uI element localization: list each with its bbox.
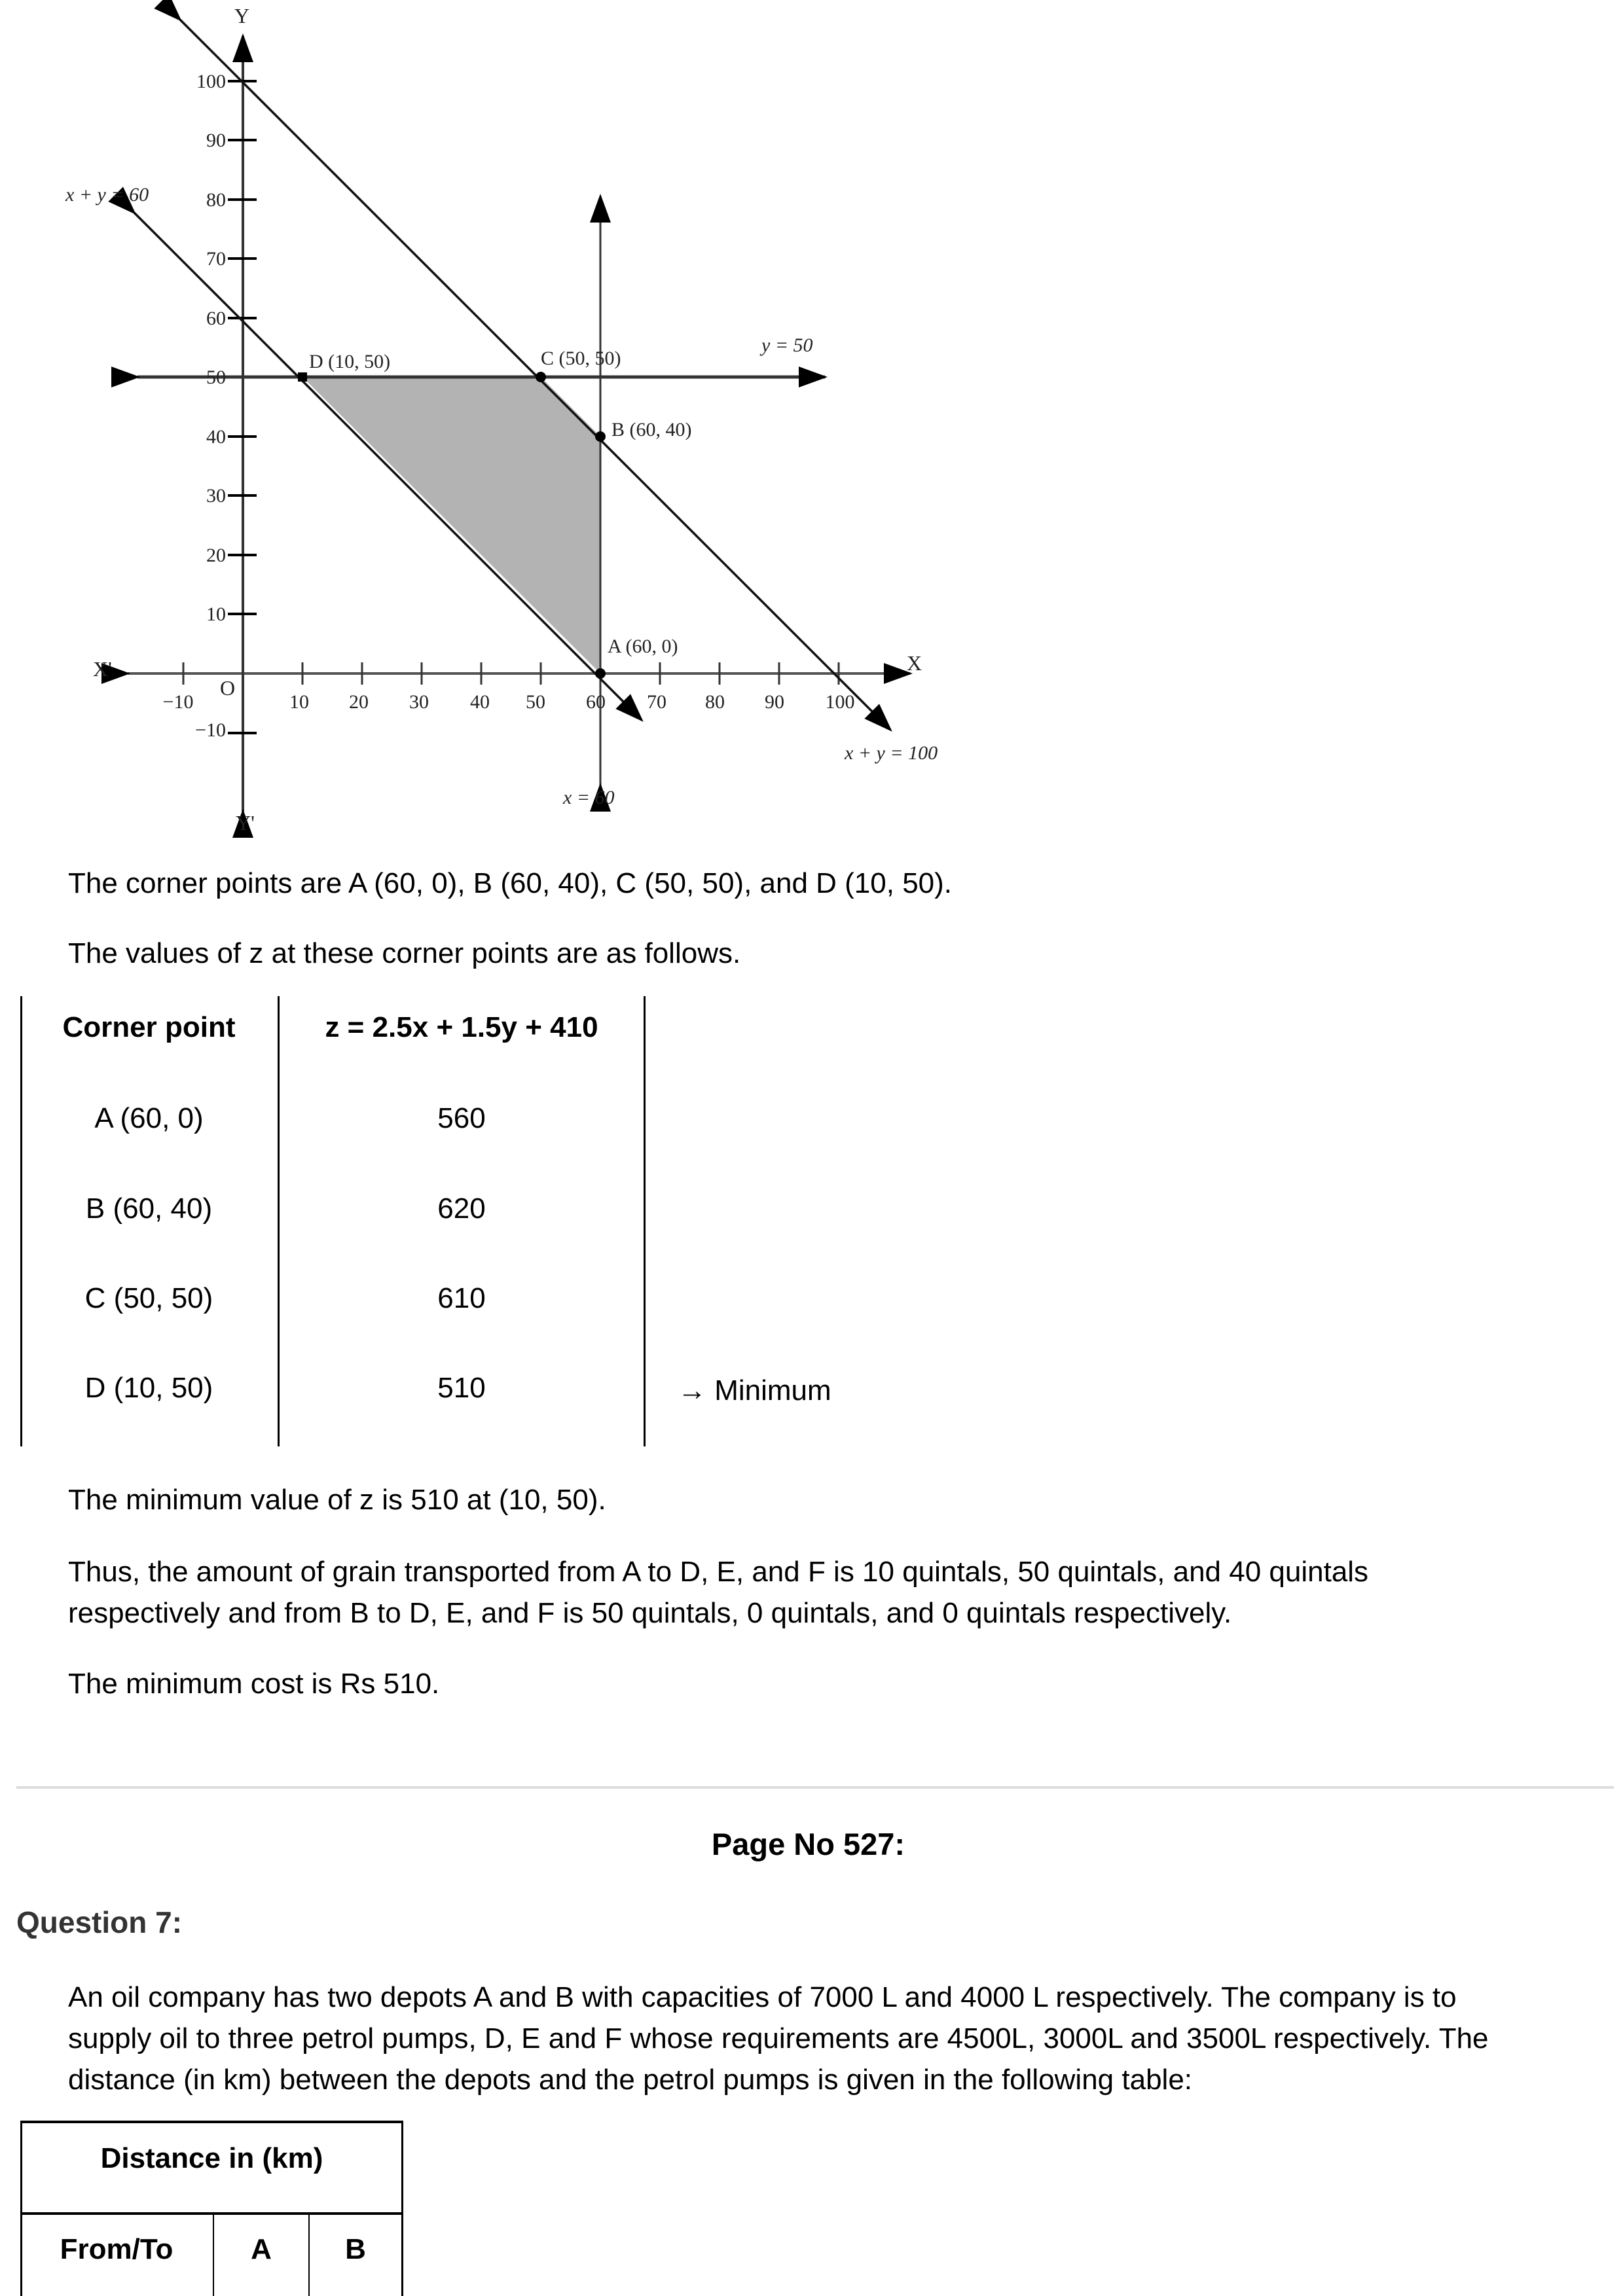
x-tick-label: 40 xyxy=(470,691,490,713)
minimum-value-text: The minimum value of z is 510 at (10, 50). xyxy=(68,1484,606,1516)
y-tick-label: 50 xyxy=(206,367,226,388)
section-divider xyxy=(16,1786,1614,1789)
y-neg-axis-label: Y' xyxy=(236,811,255,834)
row-point: C (50, 50) xyxy=(84,1282,213,1314)
header-corner-point: Corner point xyxy=(62,1011,236,1043)
header-z-formula xyxy=(280,1011,644,1044)
y-tick-label: 20 xyxy=(206,545,226,566)
y-tick-label: 70 xyxy=(206,248,226,270)
page-number-heading xyxy=(0,1826,1623,1862)
label-x-plus-y-100: x + y = 100 xyxy=(845,742,938,764)
row-point: D (10, 50) xyxy=(84,1372,213,1404)
header-from-to: From/To xyxy=(60,2233,173,2265)
question-line-3: distance (in km) between the depots and the petrol pumps is given in the following table: xyxy=(68,2064,1193,2096)
x-tick-label: 90 xyxy=(765,691,784,713)
x-tick-label: 30 xyxy=(409,691,429,713)
row-z-value: 610 xyxy=(437,1282,486,1314)
distance-table-title: Distance in (km) xyxy=(100,2142,323,2174)
point-label-b: B (60, 40) xyxy=(611,419,692,440)
y-tick-label: −10 xyxy=(195,719,226,741)
y-tick-label: 10 xyxy=(206,603,226,625)
values-intro-text: The values of z at these corner points are as follows. xyxy=(68,937,741,969)
point-label-a: A (60, 0) xyxy=(608,636,678,657)
y-tick-label: 40 xyxy=(206,426,226,448)
row-point: B (60, 40) xyxy=(85,1193,213,1225)
x-tick-label: 70 xyxy=(647,691,666,713)
page-number-text: Page No 527: xyxy=(711,1827,905,1861)
point-label-c: C (50, 50) xyxy=(541,348,621,369)
x-tick-label: −10 xyxy=(162,691,194,713)
conclusion-line-1: Thus, the amount of grain transported from A to D, E, and F is 10 quintals, 50 quintals, and 40 quintals xyxy=(68,1556,1369,1588)
origin-label: O xyxy=(220,676,236,700)
table-border xyxy=(644,996,646,1446)
line-x-plus-y-100 xyxy=(180,20,890,730)
x-tick-label: 20 xyxy=(349,691,369,713)
x-neg-axis-label: X' xyxy=(93,657,112,681)
x-tick-label: 50 xyxy=(526,691,545,713)
x-tick-label: 60 xyxy=(586,691,606,713)
minimum-note: → Minimum xyxy=(678,1374,831,1407)
feasible-region xyxy=(302,377,600,673)
label-x-60: x = 60 xyxy=(563,787,615,808)
header-z-formula-text: z = 2.5x + 1.5y + 410 xyxy=(325,1011,598,1043)
label-x-plus-y-60: x + y = 60 xyxy=(65,184,149,206)
x-tick-label: 100 xyxy=(825,691,855,713)
row-z-value: 560 xyxy=(437,1102,486,1134)
feasible-region-graph xyxy=(0,0,982,844)
row-z-value: 620 xyxy=(437,1193,486,1225)
y-tick-label: 100 xyxy=(196,71,226,92)
point-label-d: D (10, 50) xyxy=(309,351,391,372)
header-depot-a: A xyxy=(251,2233,272,2265)
y-tick-label: 60 xyxy=(206,308,226,329)
corner-point-table xyxy=(20,996,646,1446)
y-tick-label: 80 xyxy=(206,189,226,211)
question-line-2: supply oil to three petrol pumps, D, E and F whose requirements are 4500L, 3000L and 3500L respectively. The xyxy=(68,2022,1489,2054)
x-tick-label: 10 xyxy=(289,691,309,713)
table-border xyxy=(20,2121,403,2123)
table-border xyxy=(20,2212,403,2215)
y-axis-label: Y xyxy=(234,4,250,27)
x-axis-label: X xyxy=(907,651,922,675)
conclusion-line-2: respectively and from B to D, E, and F is 50 quintals, 0 quintals, and 0 quintals respectively. xyxy=(68,1597,1232,1629)
row-point: A (60, 0) xyxy=(94,1102,204,1134)
minimum-cost-text: The minimum cost is Rs 510. xyxy=(68,1668,440,1700)
distance-table xyxy=(20,2121,403,2296)
question-title: Question 7: xyxy=(16,1905,183,1939)
label-y-50: y = 50 xyxy=(761,334,813,356)
header-depot-b: B xyxy=(345,2233,366,2265)
y-tick-label: 90 xyxy=(206,130,226,151)
x-tick-label: 80 xyxy=(705,691,725,713)
question-line-1: An oil company has two depots A and B with capacities of 7000 L and 4000 L respectively. The company is to xyxy=(68,1981,1457,2013)
corner-points-text: The corner points are A (60, 0), B (60, 40), C (50, 50), and D (10, 50). xyxy=(68,867,953,899)
row-z-value: 510 xyxy=(437,1372,486,1404)
y-tick-label: 30 xyxy=(206,485,226,507)
